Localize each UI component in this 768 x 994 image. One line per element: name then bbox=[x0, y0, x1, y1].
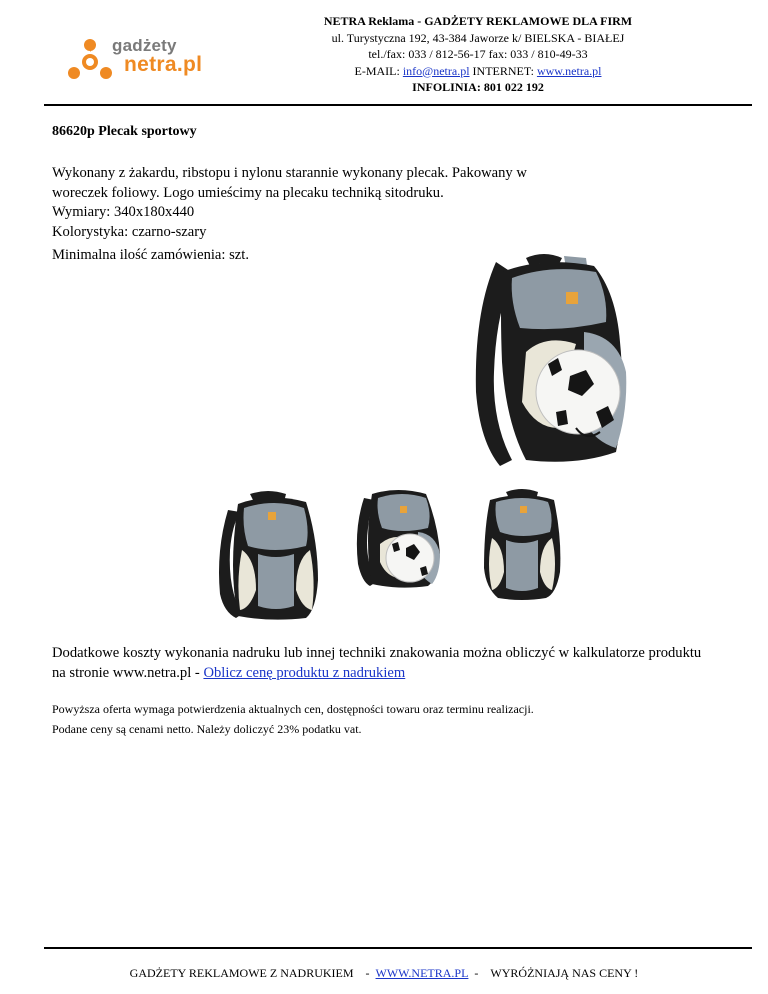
netra-logo-icon bbox=[66, 38, 114, 82]
email-label: E-MAIL: bbox=[354, 63, 400, 78]
page-footer bbox=[0, 966, 768, 981]
print-cost-text: na stronie www.netra.pl - bbox=[52, 665, 204, 681]
company-phone: tel./fax: 033 / 812-56-17 fax: 033 / 810-49-33 bbox=[368, 47, 588, 61]
footer-separator: - bbox=[365, 966, 370, 980]
print-cost-line bbox=[52, 663, 752, 683]
product-colors: Kolorystyka: czarno-szary bbox=[52, 223, 207, 240]
description-line: Wykonany z żakardu, ribstopu i nylonu starannie wykonany plecak. Pakowany w bbox=[52, 165, 527, 181]
footer-slogan-right: WYRÓŻNIAJĄ NAS CENY ! bbox=[490, 966, 639, 980]
logo-brand-line1: gadżety bbox=[112, 36, 177, 55]
offer-note: Powyższa oferta wymaga potwierdzenia aktualnych cen, dostępności towaru oraz terminu realizacji. bbox=[52, 702, 534, 716]
backpack-with-ball-small-image bbox=[352, 488, 448, 588]
internet-label: INTERNET: bbox=[472, 63, 534, 78]
product-title: 86620p Plecak sportowy bbox=[52, 124, 197, 139]
footer-website-link[interactable]: WWW.NETRA.PL bbox=[375, 966, 469, 980]
logo-brand-line2: netra.pl bbox=[124, 53, 203, 76]
website-link[interactable]: www.netra.pl bbox=[536, 63, 602, 78]
backpack-with-ball-image bbox=[466, 252, 650, 474]
header-divider bbox=[44, 104, 752, 106]
footer-slogan-left: GADŻETY REKLAMOWE Z NADRUKIEM bbox=[129, 966, 354, 980]
print-cost-info bbox=[52, 643, 752, 683]
minimum-order: Minimalna ilość zamówienia: szt. bbox=[52, 247, 249, 263]
company-contacts bbox=[268, 63, 688, 80]
footer-divider bbox=[44, 947, 752, 949]
company-logo bbox=[66, 38, 216, 82]
price-calculator-link[interactable]: Oblicz cenę produktu z nadrukiem bbox=[203, 665, 406, 681]
offer-note: Podane ceny są cenami netto. Należy doliczyć 23% podatku vat. bbox=[52, 722, 362, 736]
email-link[interactable]: info@netra.pl bbox=[402, 63, 470, 78]
offer-notes bbox=[52, 699, 534, 739]
product-description bbox=[52, 164, 592, 242]
company-name: NETRA Reklama - GADŻETY REKLAMOWE DLA FIRM bbox=[323, 14, 633, 28]
description-line: woreczek foliowy. Logo umieścimy na plecaku techniką sitodruku. bbox=[52, 184, 444, 201]
company-info bbox=[268, 13, 688, 96]
backpack-front-small-image bbox=[480, 488, 564, 600]
company-address: ul. Turystyczna 192, 43-384 Jaworze k/ BIELSKA - BIAŁEJ bbox=[331, 30, 625, 45]
footer-separator: - bbox=[474, 966, 479, 980]
product-dimensions: Wymiary: 340x180x440 bbox=[52, 204, 195, 220]
print-cost-line: Dodatkowe koszty wykonania nadruku lub innej techniki znakowania można obliczyć w kalkulatorze produktu bbox=[52, 645, 702, 661]
infolinia: INFOLINIA: 801 022 192 bbox=[412, 80, 544, 94]
backpack-front-image bbox=[214, 490, 326, 620]
